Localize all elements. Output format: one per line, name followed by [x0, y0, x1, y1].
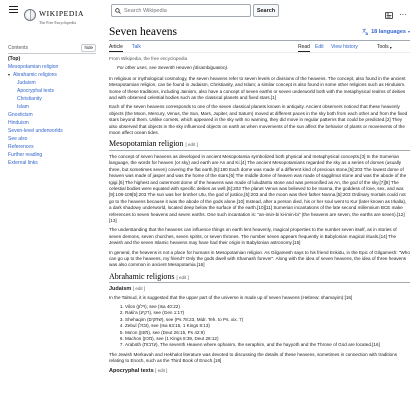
- tab-view-history[interactable]: View history: [331, 44, 358, 50]
- mesopotamian-paragraph-2: The understanding that the heavens can influence things on earth lent heavenly, magical properties to the number seven itself, as in stories of seven demons, seven churches, seven spirits, or seven thrones. The number seven appears frequently in Babylonian magical rituals.[14] The Jewish and the seven Islamic heavens may have had their origin in Babylonian astronomy.[15]: [109, 227, 397, 246]
- toc-item-seven-level-underworlds[interactable]: Seven-level underworlds: [8, 128, 63, 134]
- section-heading-abrahamic: Abrahamic religions [ edit ]: [109, 274, 410, 283]
- wordmark-tagline: The Free Encyclopedia: [39, 20, 77, 25]
- toc-item-christianity[interactable]: Christianity: [17, 96, 42, 102]
- main-menu-icon[interactable]: [9, 6, 18, 13]
- site-subtitle: From Wikipedia, the free encyclopedia: [109, 56, 188, 61]
- top-header: [0, 0, 415, 25]
- translate-icon: [362, 28, 369, 35]
- header-tools: [385, 6, 407, 24]
- svg-text:A: A: [365, 32, 369, 35]
- tools-menu[interactable]: Tools ▾: [377, 44, 392, 50]
- toc-item-top[interactable]: (Top): [8, 56, 21, 62]
- wikipedia-logo[interactable]: [24, 4, 84, 25]
- search-input[interactable]: [111, 4, 251, 17]
- appearance-icon[interactable]: [385, 6, 393, 24]
- toc-hide-button[interactable]: hide: [81, 44, 96, 52]
- judaism-outro: The Jewish Merkavah and Hekhalot literature was devoted to discussing the details of these heavens, sometimes in connection with traditions relating to Enoch, such as the Third Book of Enoch.[18]: [109, 351, 398, 364]
- chevron-down-icon: ▾: [389, 44, 392, 50]
- tab-edit[interactable]: Edit: [315, 44, 324, 50]
- list-item: 2. Raki'a (רקיע), see (Gen 1:17): [125, 310, 410, 316]
- intro-paragraph-2: Each of the seven heavens corresponds to one of the seven classical planets known in antiquity. Ancient observers noticed that these heavenly objects (the Moon, Mercury, Venus, the Sun, Mars, Jupiter, and Saturn) moved at different paces in the sky both from each other and from the fixed stars beyond them. Unlike comets, which appeared in the sky with no warning, they did move in regular patterns that could be predicted.[2] They also observed that objects in the sky influenced objects on earth as when movements of the sun affect the behavior of plants or movements of the moon affect ocean tides.: [109, 104, 408, 136]
- toc-title: Contents: [8, 45, 29, 51]
- toc-item-islam[interactable]: Islam: [17, 104, 29, 110]
- list-item: 3. Shehaqim (שחקים), see (Ps 78:23, Midr. Teh. to Ps. xix. 7): [125, 317, 410, 323]
- search-placeholder: Search Wikipedia: [124, 7, 167, 14]
- tab-talk[interactable]: Talk: [132, 44, 141, 50]
- wordmark-title: WIKIPEDIA: [39, 9, 84, 18]
- mesopotamian-paragraph-1: The concept of seven heavens as developed in ancient Mesopotamia symbolized both physical and metaphysical concepts.[3] In the Sumerian language, the words for heaven (or sky) and earth are An and Ki.[4] The ancient Mesopotamians regarded the sky as a series of domes (usually three, but sometimes seven) covering the flat earth.[5]:180 Each dome was made of a different kind of precious stone.[5]:203 The lowest dome of heaven was made of jasper and was the home of the stars.[6] The middle dome of heaven was made of saggilmut stone and was the abode of the Igigi.[6] The highest and outermost dome of the heavens was made of luludānītu stone and was personified as An, the god of the sky.[7][8] The celestial bodies were equated with specific deities as well.[5]:203 The planet Venus was believed to be Inanna, the goddess of love, sex, and war.[9]:108-109[5]:203 The sun was her brother Utu, the god of justice,[5]:203 and the moon was their father Nanna.[5]:203 Ordinary mortals could not go to the heavens because it was the abode of the gods alone.[10] Instead, after a person died, his or her soul went to Kur (later known as Irkalla), a dark shadowy underworld, located deep below the surface of the earth.[10][11] Sumerian incantations of the late second millennium BCE make references to seven heavens and seven earths. One such incantation is: "an-imin-bi ki-imin-bi" (the heavens are seven, the earths are seven).[12][13]: [109, 153, 407, 223]
- intro-paragraph-1: In religious or mythological cosmology, the seven heavens refer to seven levels or divisions of the heavens. The concept, also found in the ancient Mesopotamian religion, can be found in Judaism, Christianity, and Islam; a similar concept is also found in some other religions such as Hinduism. Some of these traditions, including Jainism, also have a concept of seven earths or seven underworld both with the metaphysical realms of deities and with observed celestial bodies such as the classical planets and fixed stars.[1]: [109, 75, 406, 101]
- page-title: Seven heavens: [109, 26, 178, 38]
- subsection-heading-apocryphal: Apocryphal texts [ edit ]: [109, 367, 168, 374]
- page-tabs: [109, 41, 410, 53]
- svg-text:文: 文: [362, 28, 367, 34]
- edit-section-link[interactable]: [ edit ]: [155, 367, 168, 373]
- chevron-down-icon[interactable]: ▾: [8, 72, 11, 77]
- toc-item-references[interactable]: References: [8, 144, 34, 150]
- edit-section-link[interactable]: [ edit ]: [185, 142, 198, 148]
- section-heading-mesopotamian: Mesopotamian religion [ edit ]: [109, 141, 410, 150]
- list-item: 4. Zebul (זבול), see (Isa 63:15, 1 Kings 8:13): [125, 323, 410, 329]
- table-of-contents: [8, 44, 98, 167]
- toc-item-apocryphal-texts[interactable]: Apocryphal texts: [17, 88, 54, 94]
- more-options-icon[interactable]: ···: [399, 10, 407, 19]
- chevron-down-icon: ▾: [407, 29, 410, 34]
- toc-item-gnosticism[interactable]: Gnosticism: [8, 112, 33, 118]
- search-icon: [115, 8, 121, 14]
- article-main: [109, 25, 410, 376]
- tab-read[interactable]: Read: [298, 44, 310, 50]
- search-button[interactable]: Search: [253, 4, 279, 17]
- language-button[interactable]: 文 A 18 languages ▾: [362, 28, 410, 35]
- list-item: 1. Vilon (וילון), see (Isa 40:22): [125, 304, 410, 310]
- subsection-heading-judaism: Judaism [ edit ]: [109, 286, 146, 293]
- toc-item-further-reading[interactable]: Further reading: [8, 152, 43, 158]
- wikipedia-globe-icon: [24, 9, 36, 21]
- list-item: 5. Ma'on (מעון), see (Deut 26:15, Ps 42:9): [125, 330, 410, 336]
- list-item: 6. Machon (מכון), see (1 Kings 8:39, Deut 28:12): [125, 336, 410, 342]
- toc-item-judaism[interactable]: Judaism: [17, 80, 36, 86]
- edit-section-link[interactable]: [ edit ]: [132, 286, 146, 292]
- toc-item-hinduism[interactable]: Hinduism: [8, 120, 29, 126]
- hatnote[interactable]: For other uses, see Seventh Heaven (disambiguation).: [117, 65, 229, 71]
- toc-item-abrahamic-religions[interactable]: ▾ Abrahamic religions: [8, 72, 57, 78]
- tab-article[interactable]: Article: [109, 44, 123, 50]
- toc-item-mesopotamian-religion[interactable]: Mesopotamian religion: [8, 64, 59, 70]
- toc-item-external-links[interactable]: External links: [8, 160, 38, 166]
- toc-item-see-also[interactable]: See also: [8, 136, 28, 142]
- seven-heavens-list: [109, 304, 410, 349]
- judaism-intro: In the Talmud, it is suggested that the upper part of the universe is made up of seven heavens (Hebrew: shamayim):[16]: [109, 294, 353, 300]
- list-item: 7. Araboth (ערבות), The seventh Heaven where ophanim, the seraphim, and the hayyoth and the Throne of God are located.[16]: [125, 342, 410, 348]
- mesopotamian-paragraph-3: In general, the heavens is not a place for humans in Mesopotamian religion. As Gilgamesh says to his friend Enkidu, in the Epic of Gilgamesh: "Who can go up to the heavens, my friend? Only the gods dwell with Shamash forever". Along with the idea of seven heavens, the idea of three heavens was also common in ancient Mesopotamia.[16]: [109, 249, 410, 268]
- article-body: [109, 56, 410, 374]
- edit-section-link[interactable]: [ edit ]: [176, 274, 189, 280]
